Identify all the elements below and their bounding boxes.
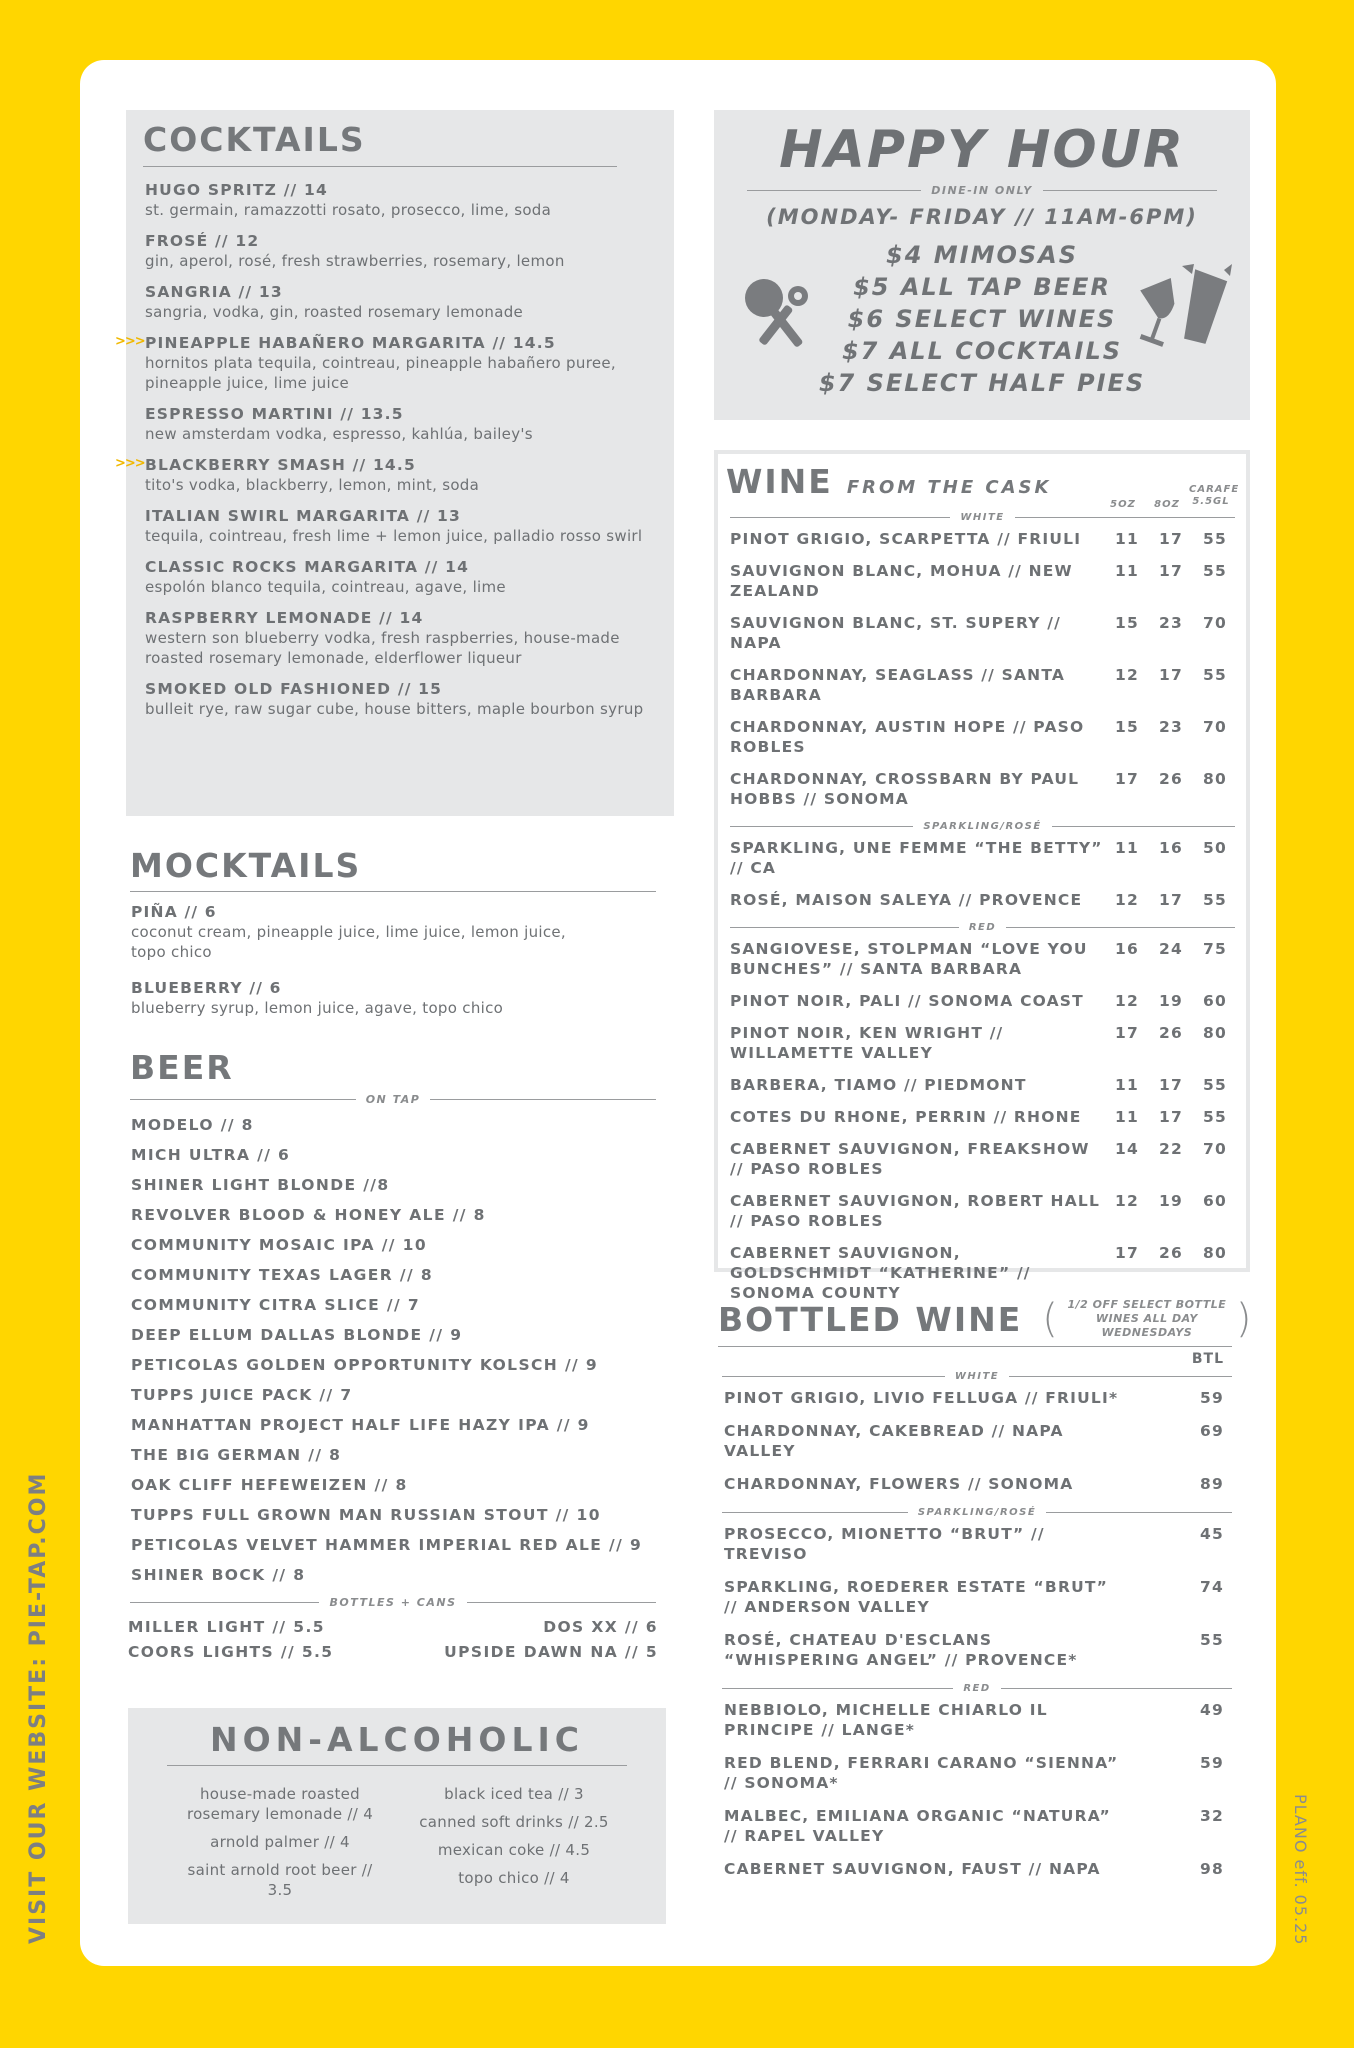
- cocktail-description: gin, aperol, rosé, fresh strawberries, rosemary, lemon: [145, 252, 565, 270]
- price-5oz: 15: [1115, 614, 1139, 632]
- cocktail-list: [115, 180, 655, 730]
- beer-item: COMMUNITY MOSAIC IPA // 10: [131, 1236, 428, 1254]
- mocktails-rule: [130, 891, 656, 892]
- non-alcoholic-item: topo chico // 4: [458, 1869, 570, 1887]
- wine-cask-title: WINE: [726, 462, 833, 501]
- wine-name: CHARDONNAY, CROSSBARN BY PAUL HOBBS // SONOMA: [730, 770, 1080, 808]
- non-alcoholic-item: mexican coke // 4.5: [437, 1841, 591, 1859]
- bottled-wine-row: [718, 1524, 1252, 1564]
- wine-row: [730, 1191, 1240, 1231]
- wine-name: CABERNET SAUVIGNON, FAUST // NAPA: [724, 1860, 1101, 1878]
- wine-name: MALBEC, EMILIANA ORGANIC “NATURA” // RAPEL VALLEY: [724, 1807, 1111, 1845]
- beer-item: SHINER BOCK // 8: [131, 1566, 306, 1584]
- cocktail-item: [145, 282, 655, 322]
- section-divider: [722, 1371, 1232, 1382]
- section-divider: [722, 1507, 1232, 1518]
- beer-item: MICH ULTRA // 6: [131, 1146, 291, 1164]
- cocktails-rule: [143, 166, 617, 167]
- wine-name: CABERNET SAUVIGNON, FREAKSHOW // PASO ROBLES: [730, 1140, 1090, 1178]
- mocktail-description: blueberry syrup, lemon juice, agave, topo chico: [131, 999, 504, 1017]
- cocktail-name: PINEAPPLE HABAÑERO MARGARITA // 14.5: [145, 334, 556, 352]
- price-carafe: 60: [1203, 1192, 1227, 1210]
- bottle-can-item: DOS XX // 6: [543, 1618, 658, 1636]
- beer-item: MODELO // 8: [131, 1116, 254, 1134]
- price-8oz: 17: [1159, 666, 1183, 684]
- on-tap-label: ON TAP: [365, 1093, 421, 1106]
- happy-hour-deal: $6 SELECT WINES: [847, 305, 1117, 333]
- bottles-right-list: [444, 1615, 658, 1665]
- wine-cask-panel: [714, 450, 1250, 1302]
- cocktail-item: [145, 180, 655, 220]
- wine-name: SPARKLING, UNE FEMME “THE BETTY” // CA: [730, 839, 1103, 877]
- non-alcoholic-item: house-made roasted rosemary lemonade // 4: [186, 1785, 374, 1823]
- non-alcoholic-rule: [167, 1765, 627, 1766]
- price-5oz: 12: [1115, 992, 1139, 1010]
- non-alcoholic-right-list: [414, 1784, 614, 1908]
- price-8oz: 17: [1159, 562, 1183, 580]
- price-5oz: 11: [1115, 839, 1139, 857]
- wine-name: PINOT GRIGIO, SCARPETTA // FRIULI: [730, 530, 1082, 548]
- cocktail-item: [145, 231, 655, 271]
- price-carafe: 55: [1203, 1076, 1227, 1094]
- beer-item: TUPPS FULL GROWN MAN RUSSIAN STOUT // 10: [131, 1506, 601, 1524]
- wine-name: ROSÉ, MAISON SALEYA // PROVENCE: [730, 891, 1083, 909]
- price-carafe: 70: [1203, 718, 1227, 736]
- cocktail-item: [115, 333, 655, 393]
- price-5oz: 11: [1115, 530, 1139, 548]
- price-carafe: 60: [1203, 992, 1227, 1010]
- bottle-can-item: COORS LIGHTS // 5.5: [128, 1643, 334, 1661]
- bottled-wine-list: [718, 1371, 1252, 1879]
- non-alcoholic-item: canned soft drinks // 2.5: [419, 1813, 609, 1831]
- cocktail-item: [115, 455, 655, 495]
- cocktail-description: hornitos plata tequila, cointreau, pineapple habañero puree, pineapple juice, lime juice: [145, 354, 616, 392]
- price-5oz: 15: [1115, 718, 1139, 736]
- price-carafe: 55: [1203, 666, 1227, 684]
- menu-card: [80, 60, 1276, 1966]
- bottled-wine-title: BOTTLED WINE: [718, 1299, 1023, 1339]
- price-8oz: 26: [1159, 1024, 1183, 1042]
- wine-name: NEBBIOLO, MICHELLE CHIARLO IL PRINCIPE // LANGE*: [724, 1701, 1048, 1739]
- section-label: WHITE: [954, 1371, 1000, 1382]
- wine-name: PINOT NOIR, PALI // SONOMA COAST: [730, 992, 1084, 1010]
- website-side-text: VISIT OUR WEBSITE: PIE-TAP.COM: [26, 1471, 51, 1944]
- non-alcoholic-item: arnold palmer // 4: [210, 1833, 350, 1851]
- non-alcoholic-left-list: [180, 1784, 380, 1908]
- wine-cask-list: [730, 508, 1240, 1315]
- wine-row: [730, 1243, 1240, 1303]
- section-label: RED: [968, 922, 997, 933]
- cocktail-item: [145, 506, 655, 546]
- wine-row: [730, 1075, 1240, 1095]
- cocktail-description: tequila, cointreau, fresh lime + lemon juice, palladio rosso swirl: [145, 527, 643, 545]
- wine-row: [730, 613, 1240, 653]
- mocktails-section: [126, 846, 666, 1034]
- non-alcoholic-item: saint arnold root beer // 3.5: [187, 1861, 373, 1899]
- price-carafe: 50: [1203, 839, 1227, 857]
- wine-name: COTES DU RHONE, PERRIN // RHONE: [730, 1108, 1082, 1126]
- cocktail-name: SANGRIA // 13: [145, 283, 283, 301]
- price-bottle: 59: [1200, 1389, 1224, 1407]
- cocktail-description: st. germain, ramazzotti rosato, prosecco, lime, soda: [145, 201, 552, 219]
- wine-name: CHARDONNAY, CAKEBREAD // NAPA VALLEY: [724, 1422, 1064, 1460]
- cocktail-description: western son blueberry vodka, fresh raspberries, house-made roasted rosemary lemonade, elderflower liqueur: [145, 629, 620, 667]
- beer-title: BEER: [130, 1048, 234, 1087]
- wine-row: [730, 1023, 1240, 1063]
- mocktail-name: BLUEBERRY // 6: [131, 979, 282, 997]
- bottled-wine-row: [718, 1630, 1252, 1670]
- price-bottle: 55: [1200, 1631, 1224, 1649]
- beer-tap-list: [126, 1110, 666, 1590]
- section-divider: [730, 922, 1235, 933]
- bottled-wine-rule: [718, 1346, 1232, 1347]
- cocktail-item: [145, 679, 655, 719]
- price-8oz: 17: [1159, 1076, 1183, 1094]
- price-5oz: 11: [1115, 562, 1139, 580]
- happy-hour-deal: $7 SELECT HALF PIES: [818, 369, 1146, 397]
- beer-item: COMMUNITY CITRA SLICE // 7: [131, 1296, 421, 1314]
- price-8oz: 23: [1159, 718, 1183, 736]
- wine-row: [730, 1139, 1240, 1179]
- pizza-peel-icon: [738, 274, 818, 354]
- price-5oz: 17: [1115, 1244, 1139, 1262]
- cocktail-name: SMOKED OLD FASHIONED // 15: [145, 680, 443, 698]
- wine-name: PINOT NOIR, KEN WRIGHT // WILLAMETTE VALLEY: [730, 1024, 1004, 1062]
- cocktail-description: bulleit rye, raw sugar cube, house bitters, maple bourbon syrup: [145, 700, 644, 718]
- price-carafe: 80: [1203, 1244, 1227, 1262]
- bottled-wine-row: [718, 1388, 1252, 1408]
- section-label: SPARKLING/ROSÉ: [923, 821, 1042, 832]
- beer-item: COMMUNITY TEXAS LAGER // 8: [131, 1266, 434, 1284]
- col-btl: BTL: [1191, 1351, 1224, 1367]
- wine-name: CHARDONNAY, SEAGLASS // SANTA BARBARA: [730, 666, 1066, 704]
- price-5oz: 11: [1115, 1076, 1139, 1094]
- wine-row: [730, 890, 1240, 910]
- cocktail-description: espolón blanco tequila, cointreau, agave, lime: [145, 578, 506, 596]
- beer-item: THE BIG GERMAN // 8: [131, 1446, 342, 1464]
- price-8oz: 26: [1159, 770, 1183, 788]
- happy-hour-deal: $5 ALL TAP BEER: [853, 273, 1111, 301]
- beer-item: DEEP ELLUM DALLAS BLONDE // 9: [131, 1326, 463, 1344]
- beer-item: SHINER LIGHT BLONDE //8: [131, 1176, 390, 1194]
- beer-item: REVOLVER BLOOD & HONEY ALE // 8: [131, 1206, 486, 1224]
- bottled-wine-row: [718, 1700, 1252, 1740]
- happy-hour-deal: $4 MIMOSAS: [886, 241, 1078, 269]
- featured-arrow-icon: >>>: [115, 334, 145, 349]
- price-8oz: 17: [1159, 891, 1183, 909]
- featured-arrow-icon: >>>: [115, 456, 145, 471]
- wine-row: [730, 939, 1240, 979]
- section-label: SPARKLING/ROSÉ: [917, 1507, 1037, 1518]
- mocktail-item: [131, 902, 666, 962]
- price-8oz: 17: [1159, 1108, 1183, 1126]
- section-label: WHITE: [960, 512, 1005, 523]
- wine-row: [730, 769, 1240, 809]
- price-8oz: 24: [1159, 940, 1183, 958]
- section-divider: [730, 512, 1235, 523]
- non-alcoholic-panel: [128, 1708, 666, 1924]
- beer-item: TUPPS JUICE PACK // 7: [131, 1386, 353, 1404]
- cocktail-name: ITALIAN SWIRL MARGARITA // 13: [145, 507, 462, 525]
- wine-name: ROSÉ, CHATEAU D'ESCLANS “WHISPERING ANGEL” // PROVENCE*: [724, 1631, 1078, 1669]
- price-carafe: 80: [1203, 1024, 1227, 1042]
- price-8oz: 19: [1159, 992, 1183, 1010]
- mocktail-name: PIÑA // 6: [131, 903, 217, 921]
- price-bottle: 32: [1200, 1807, 1224, 1825]
- col-8oz: 8OZ: [1154, 499, 1180, 510]
- wine-name: PROSECCO, MIONETTO “BRUT” // TREVISO: [724, 1525, 1045, 1563]
- price-carafe: 70: [1203, 1140, 1227, 1158]
- cocktail-item: [145, 404, 655, 444]
- happy-hour-days: (MONDAY- FRIDAY // 11AM-6PM): [766, 205, 1198, 229]
- wine-name: CABERNET SAUVIGNON, ROBERT HALL // PASO ROBLES: [730, 1192, 1101, 1230]
- beer-item: PETICOLAS VELVET HAMMER IMPERIAL RED ALE // 9: [131, 1536, 643, 1554]
- beer-item: MANHATTAN PROJECT HALF LIFE HAZY IPA // 9: [131, 1416, 590, 1434]
- price-8oz: 23: [1159, 614, 1183, 632]
- price-8oz: 19: [1159, 1192, 1183, 1210]
- price-5oz: 14: [1115, 1140, 1139, 1158]
- wine-name: RED BLEND, FERRARI CARANO “SIENNA” // SONOMA*: [724, 1754, 1119, 1792]
- bottled-wine-row: [718, 1577, 1252, 1617]
- cocktail-name: BLACKBERRY SMASH // 14.5: [145, 456, 416, 474]
- price-5oz: 12: [1115, 1192, 1139, 1210]
- wine-name: CHARDONNAY, FLOWERS // SONOMA: [724, 1475, 1074, 1493]
- wine-name: CABERNET SAUVIGNON, GOLDSCHMIDT “KATHERINE” // SONOMA COUNTY: [730, 1244, 1031, 1302]
- wine-row: [730, 991, 1240, 1011]
- wine-row: [730, 838, 1240, 878]
- price-5oz: 12: [1115, 666, 1139, 684]
- happy-hour-deal: $7 ALL COCKTAILS: [841, 337, 1123, 365]
- price-bottle: 49: [1200, 1701, 1224, 1719]
- bottled-wine-section: [718, 1296, 1252, 1892]
- price-bottle: 69: [1200, 1422, 1224, 1440]
- price-carafe: 55: [1203, 891, 1227, 909]
- col-5oz: 5OZ: [1110, 499, 1136, 510]
- section-label: RED: [963, 1683, 991, 1694]
- dine-in-divider: [747, 184, 1217, 197]
- cocktail-name: HUGO SPRITZ // 14: [145, 181, 328, 199]
- price-bottle: 45: [1200, 1525, 1224, 1543]
- price-5oz: 16: [1115, 940, 1139, 958]
- cheers-glasses-icon: [1134, 262, 1234, 352]
- price-8oz: 26: [1159, 1244, 1183, 1262]
- bottled-wine-row: [718, 1421, 1252, 1461]
- price-5oz: 12: [1115, 891, 1139, 909]
- wine-name: CHARDONNAY, AUSTIN HOPE // PASO ROBLES: [730, 718, 1085, 756]
- cocktail-name: FROSÉ // 12: [145, 232, 260, 250]
- cocktail-item: [145, 608, 655, 668]
- cocktail-description: tito's vodka, blackberry, lemon, mint, soda: [145, 476, 480, 494]
- cocktail-item: [145, 557, 655, 597]
- price-8oz: 17: [1159, 530, 1183, 548]
- wine-name: SANGIOVESE, STOLPMAN “LOVE YOU BUNCHES” // SANTA BARBARA: [730, 940, 1088, 978]
- section-divider: [730, 821, 1235, 832]
- bottled-wine-row: [718, 1859, 1252, 1879]
- wine-name: SPARKLING, ROEDERER ESTATE “BRUT” // ANDERSON VALLEY: [724, 1578, 1109, 1616]
- bottles-divider: [130, 1596, 656, 1609]
- beer-item: PETICOLAS GOLDEN OPPORTUNITY KOLSCH // 9: [131, 1356, 599, 1374]
- wine-row: [730, 561, 1240, 601]
- location-date-side-text: PLANO eff. 05.25: [1291, 1794, 1310, 1946]
- cocktail-description: new amsterdam vodka, espresso, kahlúa, bailey's: [145, 425, 533, 443]
- price-carafe: 80: [1203, 770, 1227, 788]
- col-carafe: CARAFE: [1189, 484, 1240, 495]
- cocktail-name: CLASSIC ROCKS MARGARITA // 14: [145, 558, 470, 576]
- section-divider: [722, 1683, 1232, 1694]
- price-carafe: 55: [1203, 1108, 1227, 1126]
- wine-row: [730, 665, 1240, 705]
- mocktails-title: MOCKTAILS: [130, 846, 362, 885]
- happy-hour-title: HAPPY HOUR: [779, 120, 1185, 180]
- wine-name: PINOT GRIGIO, LIVIO FELLUGA // FRIULI*: [724, 1389, 1119, 1407]
- wine-row: [730, 529, 1240, 549]
- price-bottle: 59: [1200, 1754, 1224, 1772]
- cocktails-panel: [115, 110, 674, 816]
- beer-item: OAK CLIFF HEFEWEIZEN // 8: [131, 1476, 408, 1494]
- price-bottle: 89: [1200, 1475, 1224, 1493]
- price-5oz: 17: [1115, 1024, 1139, 1042]
- wine-cask-subtitle: FROM THE CASK: [846, 477, 1052, 498]
- wine-cask-column-headers: [1101, 484, 1240, 510]
- wine-name: SAUVIGNON BLANC, ST. SUPERY // NAPA: [730, 614, 1061, 652]
- price-5oz: 17: [1115, 770, 1139, 788]
- wine-row: [730, 717, 1240, 757]
- cocktail-description: sangria, vodka, gin, roasted rosemary lemonade: [145, 303, 524, 321]
- price-carafe: 55: [1203, 562, 1227, 580]
- price-8oz: 22: [1159, 1140, 1183, 1158]
- wine-name: BARBERA, TIAMO // PIEDMONT: [730, 1076, 1027, 1094]
- price-bottle: 74: [1200, 1578, 1224, 1596]
- bottled-wine-row: [718, 1806, 1252, 1846]
- non-alcoholic-title: NON-ALCOHOLIC: [209, 1720, 585, 1759]
- cocktail-name: ESPRESSO MARTINI // 13.5: [145, 405, 404, 423]
- non-alcoholic-item: black iced tea // 3: [444, 1785, 584, 1803]
- bottles-cans: [126, 1615, 658, 1665]
- bottles-left-list: [128, 1615, 333, 1665]
- on-tap-divider: [130, 1093, 656, 1106]
- price-carafe: 70: [1203, 614, 1227, 632]
- cocktail-name: RASPBERRY LEMONADE // 14: [145, 609, 424, 627]
- price-carafe: 75: [1203, 940, 1227, 958]
- price-bottle: 98: [1200, 1860, 1224, 1878]
- wine-name: SAUVIGNON BLANC, MOHUA // NEW ZEALAND: [730, 562, 1073, 600]
- cocktails-title: COCKTAILS: [143, 120, 366, 159]
- price-carafe: 55: [1203, 530, 1227, 548]
- bottled-wine-row: [718, 1474, 1252, 1494]
- price-8oz: 16: [1159, 839, 1183, 857]
- col-carafe-sub: 5.5GL: [1192, 496, 1230, 507]
- bottled-wine-note: ( 1/2 OFF SELECT BOTTLE WINES ALL DAY WEDNESDAYS ): [1042, 1296, 1252, 1342]
- dine-in-label: DINE-IN ONLY: [931, 184, 1033, 197]
- happy-hour-panel: [714, 110, 1250, 420]
- bottled-wine-row: [718, 1753, 1252, 1793]
- mocktail-item: [131, 978, 666, 1018]
- bottle-can-item: MILLER LIGHT // 5.5: [128, 1618, 325, 1636]
- bottle-can-item: UPSIDE DAWN NA // 5: [444, 1643, 658, 1661]
- mocktail-description: coconut cream, pineapple juice, lime juice, lemon juice, topo chico: [131, 923, 566, 961]
- beer-section: [126, 1048, 666, 1665]
- price-5oz: 11: [1115, 1108, 1139, 1126]
- mocktail-list: [126, 902, 666, 1018]
- wine-row: [730, 1107, 1240, 1127]
- bottles-label: BOTTLES + CANS: [329, 1596, 457, 1609]
